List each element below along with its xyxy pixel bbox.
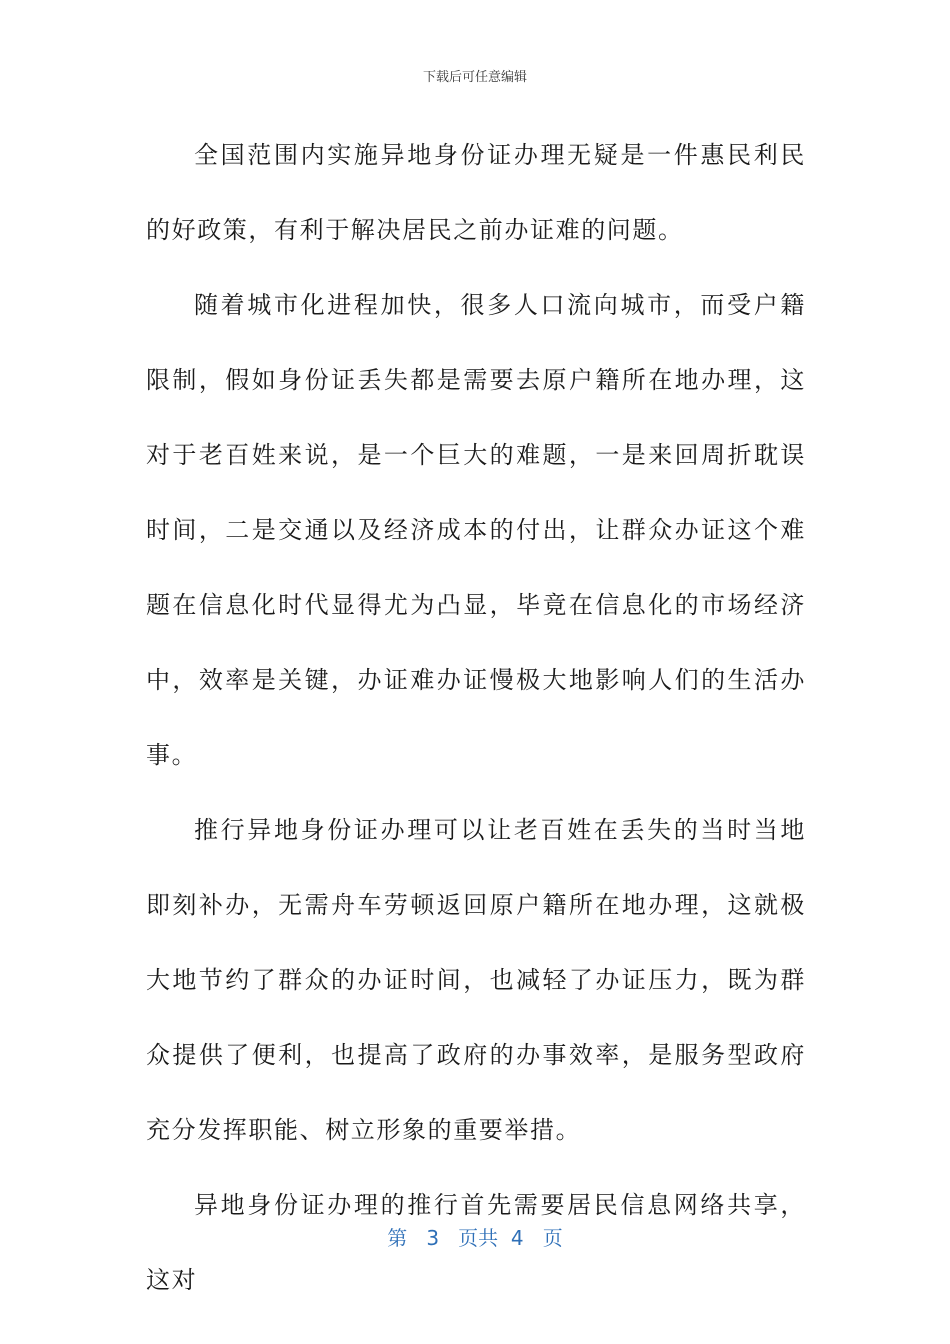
paragraph-2: 随着城市化进程加快，很多人口流向城市，而受户籍限制，假如身份证丢失都是需要去原户籍所在地办理，这对于老百姓来说，是一个巨大的难题，一是来回周折耽误时间，二是交通以及经济成本的付出，让群众办证这个难题在信息化时代显得尤为凸显，毕竟在信息化的市场经济中，效率是关键，办证难办证慢极大地影响人们的生活办事。: [146, 291, 806, 769]
footer-current-page: 3: [426, 1226, 440, 1250]
paragraph-1: 全国范围内实施异地身份证办理无疑是一件惠民利民的好政策，有利于解决居民之前办证难的问题。: [146, 141, 806, 244]
document-body: [146, 118, 806, 1318]
page-footer: [0, 1222, 950, 1251]
footer-middle: 页共: [458, 1226, 499, 1250]
paragraph-4: 异地身份证办理的推行首先需要居民信息网络共享，这对: [146, 1191, 806, 1294]
footer-prefix: 第: [387, 1226, 408, 1250]
paragraph-3: 推行异地身份证办理可以让老百姓在丢失的当时当地即刻补办，无需舟车劳顿返回原户籍所在地办理，这就极大地节约了群众的办证时间，也减轻了办证压力，既为群众提供了便利，也提高了政府的办事效率，是服务型政府充分发挥职能、树立形象的重要举措。: [146, 816, 806, 1144]
footer-suffix: 页: [542, 1226, 563, 1250]
footer-total-pages: 4: [510, 1226, 524, 1250]
header-note: 下载后可任意编辑: [422, 70, 527, 85]
